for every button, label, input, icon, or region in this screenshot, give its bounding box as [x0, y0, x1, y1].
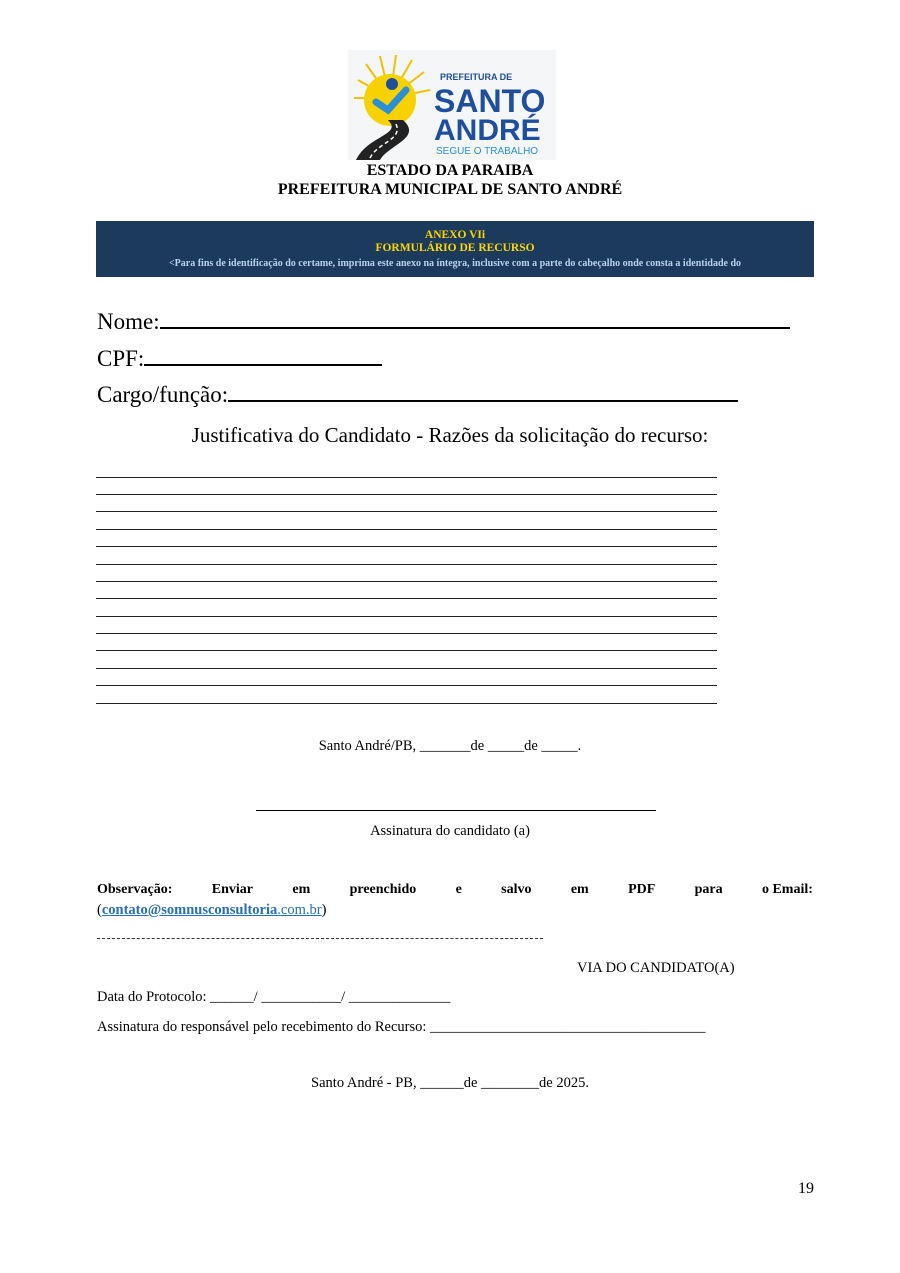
observation-line: [97, 882, 813, 898]
candidate-copy-label: VIA DO CANDIDATO(A): [577, 960, 735, 976]
cpf-label: CPF:: [97, 346, 145, 371]
signature-line[interactable]: [256, 810, 656, 811]
state-heading: ESTADO DA PARAIBA: [366, 162, 534, 179]
obs-word: salvo: [501, 882, 532, 897]
justification-line[interactable]: [96, 703, 717, 704]
email-domain[interactable]: .com.br: [277, 902, 322, 918]
name-field[interactable]: [97, 305, 790, 335]
obs-word: PDF: [628, 882, 656, 897]
logo-line2: ANDRÉ: [434, 114, 541, 147]
justification-line[interactable]: [96, 564, 717, 565]
cut-line: [97, 938, 543, 939]
annex-note: <Para fins de identificação do certame, imprima este anexo na íntegra, inclusive com a parte do cabeçalho onde consta a identidade do: [168, 258, 742, 269]
logo-line1: SANTO: [434, 83, 546, 119]
page-number: 19: [798, 1180, 814, 1197]
obs-word: Observação:: [97, 882, 173, 897]
name-label: Nome:: [97, 309, 160, 334]
protocol-date: Data do Protocolo: ______/ ___________/ ______________: [97, 989, 451, 1005]
justification-line[interactable]: [96, 511, 717, 512]
obs-word: em: [570, 882, 589, 897]
justification-line[interactable]: [96, 477, 717, 478]
role-label: Cargo/função:: [97, 382, 229, 407]
justification-line[interactable]: [96, 633, 717, 634]
obs-word: o Email:: [761, 882, 813, 897]
obs-word: para: [694, 882, 723, 897]
obs-word: em: [292, 882, 311, 897]
annex-banner: [96, 221, 814, 277]
annex-title: FORMULÁRIO DE RECURSO: [375, 242, 535, 254]
justification-line[interactable]: [96, 546, 717, 547]
email-open-paren: (: [97, 902, 102, 918]
place-date: Santo André/PB, _______de _____de _____.: [318, 738, 582, 754]
cpf-field[interactable]: [97, 342, 382, 372]
annex-number: ANEXO VIi: [424, 229, 486, 241]
email-line: [97, 902, 326, 919]
role-underline[interactable]: [228, 378, 738, 402]
justification-line[interactable]: [96, 529, 717, 530]
justification-line[interactable]: [96, 494, 717, 495]
email-close-paren: ): [321, 902, 327, 918]
footer-date: Santo André - PB, ______de ________de 2025.: [311, 1075, 589, 1091]
justification-line[interactable]: [96, 685, 717, 686]
logo-tagline: SEGUE O TRABALHO: [436, 146, 539, 157]
justification-title: Justificativa do Candidato - Razões da solicitação do recurso:: [191, 423, 709, 447]
prefeitura-logo: [348, 50, 556, 160]
justification-line[interactable]: [96, 581, 717, 582]
logo-graphic: [348, 50, 556, 160]
name-underline[interactable]: [160, 305, 790, 329]
cpf-underline[interactable]: [144, 342, 382, 366]
justification-line[interactable]: [96, 668, 717, 669]
justification-line[interactable]: [96, 598, 717, 599]
municipality-heading: PREFEITURA MUNICIPAL DE SANTO ANDRÉ: [277, 181, 623, 198]
email-link[interactable]: contato@somnusconsultoria: [101, 902, 278, 918]
justification-line[interactable]: [96, 650, 717, 651]
obs-word: Enviar: [211, 882, 254, 897]
signature-label: Assinatura do candidato (a): [370, 823, 530, 839]
logo-top-text: PREFEITURA DE: [440, 72, 513, 82]
receiver-signature: Assinatura do responsável pelo recebimento do Recurso: ______________________________________: [97, 1019, 706, 1035]
justification-line[interactable]: [96, 616, 717, 617]
role-field[interactable]: [97, 378, 738, 408]
obs-word: e: [455, 882, 462, 897]
obs-word: preenchido: [349, 882, 417, 897]
